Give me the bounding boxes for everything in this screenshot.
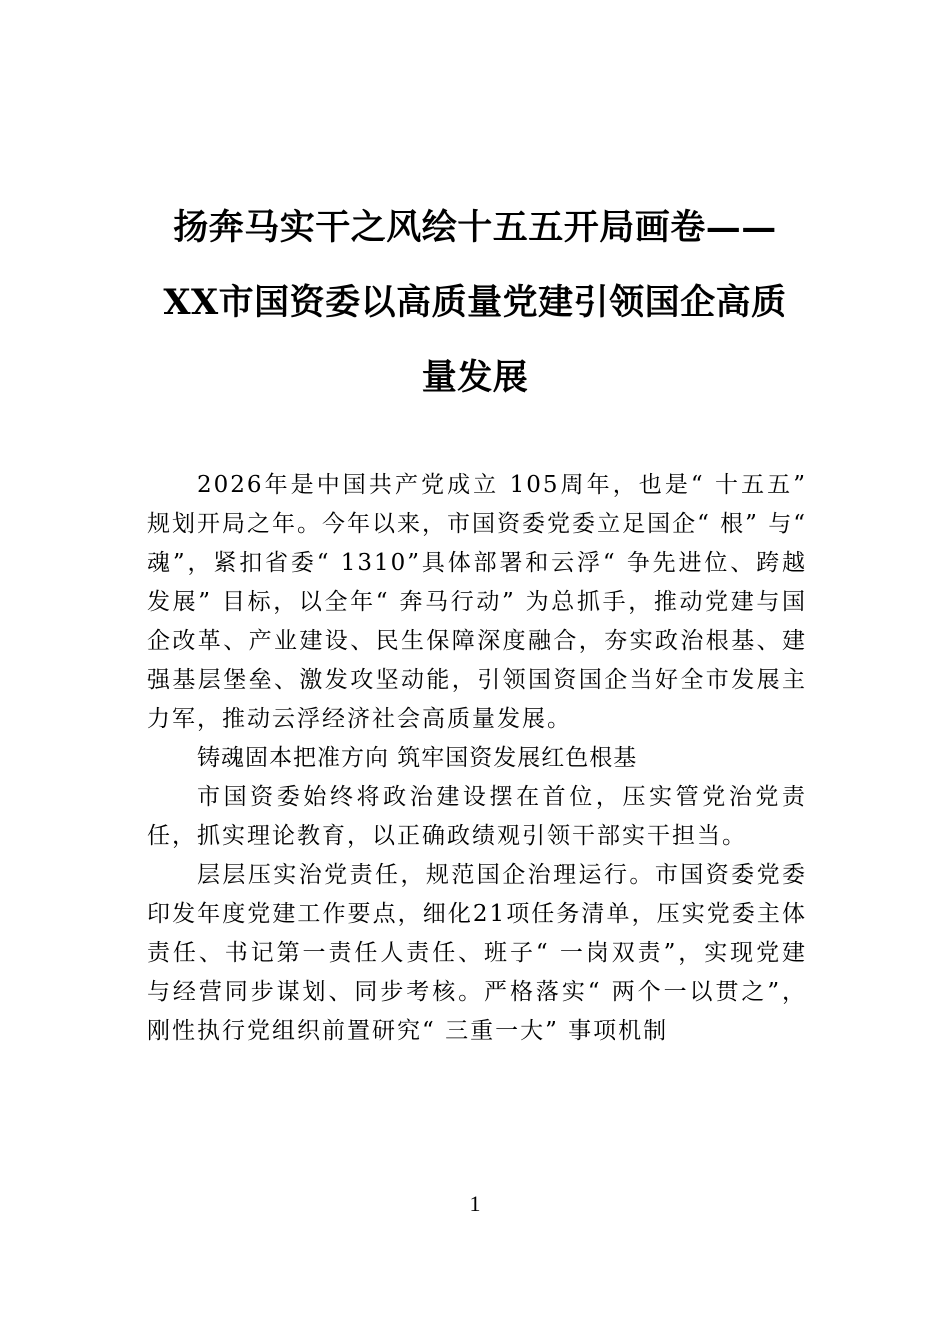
intro-paragraph: 2026年是中国共产党成立 105周年，也是“ 十五五” 规划开局之年。今年以来，市国资委党委立足国企“ 根” 与“ 魂”，紧扣省委“ 1310”具体部署和云浮“ 争先进位、跨越发展” 目标，以全年“ 奔马行动” 为总抓手，推动党建与国企改革、产业建设、民生保障深度融合，夯实政治根基、建强基层堡垒、激发攻坚动能，引领国资国企当好全市发展主力军，推动云浮经济社会高质量发展。 — [147, 472, 807, 732]
section-heading: 铸魂固本把准方向 筑牢国资发展红色根基 — [197, 745, 638, 771]
page-number: 1 — [469, 1191, 481, 1216]
document-body — [147, 466, 807, 1051]
body-paragraph: 市国资委始终将政治建设摆在首位，压实管党治党责任，抓实理论教育，以正确政绩观引领干部实干担当。 — [147, 784, 807, 849]
body-paragraph: 层层压实治党责任，规范国企治理运行。市国资委党委印发年度党建工作要点，细化21项任务清单，压实党委主体责任、书记第一责任人责任、班子“ 一岗双责”，实现党建与经营同步谋划、同步考核。严格落实“ 两个一以贯之”，刚性执行党组织前置研究“ 三重一大” 事项机制 — [147, 862, 807, 1044]
document-title: 扬奔马实干之风绘十五五开局画卷——XX市国资委以高质量党建引领国企高质量发展 — [163, 207, 787, 398]
